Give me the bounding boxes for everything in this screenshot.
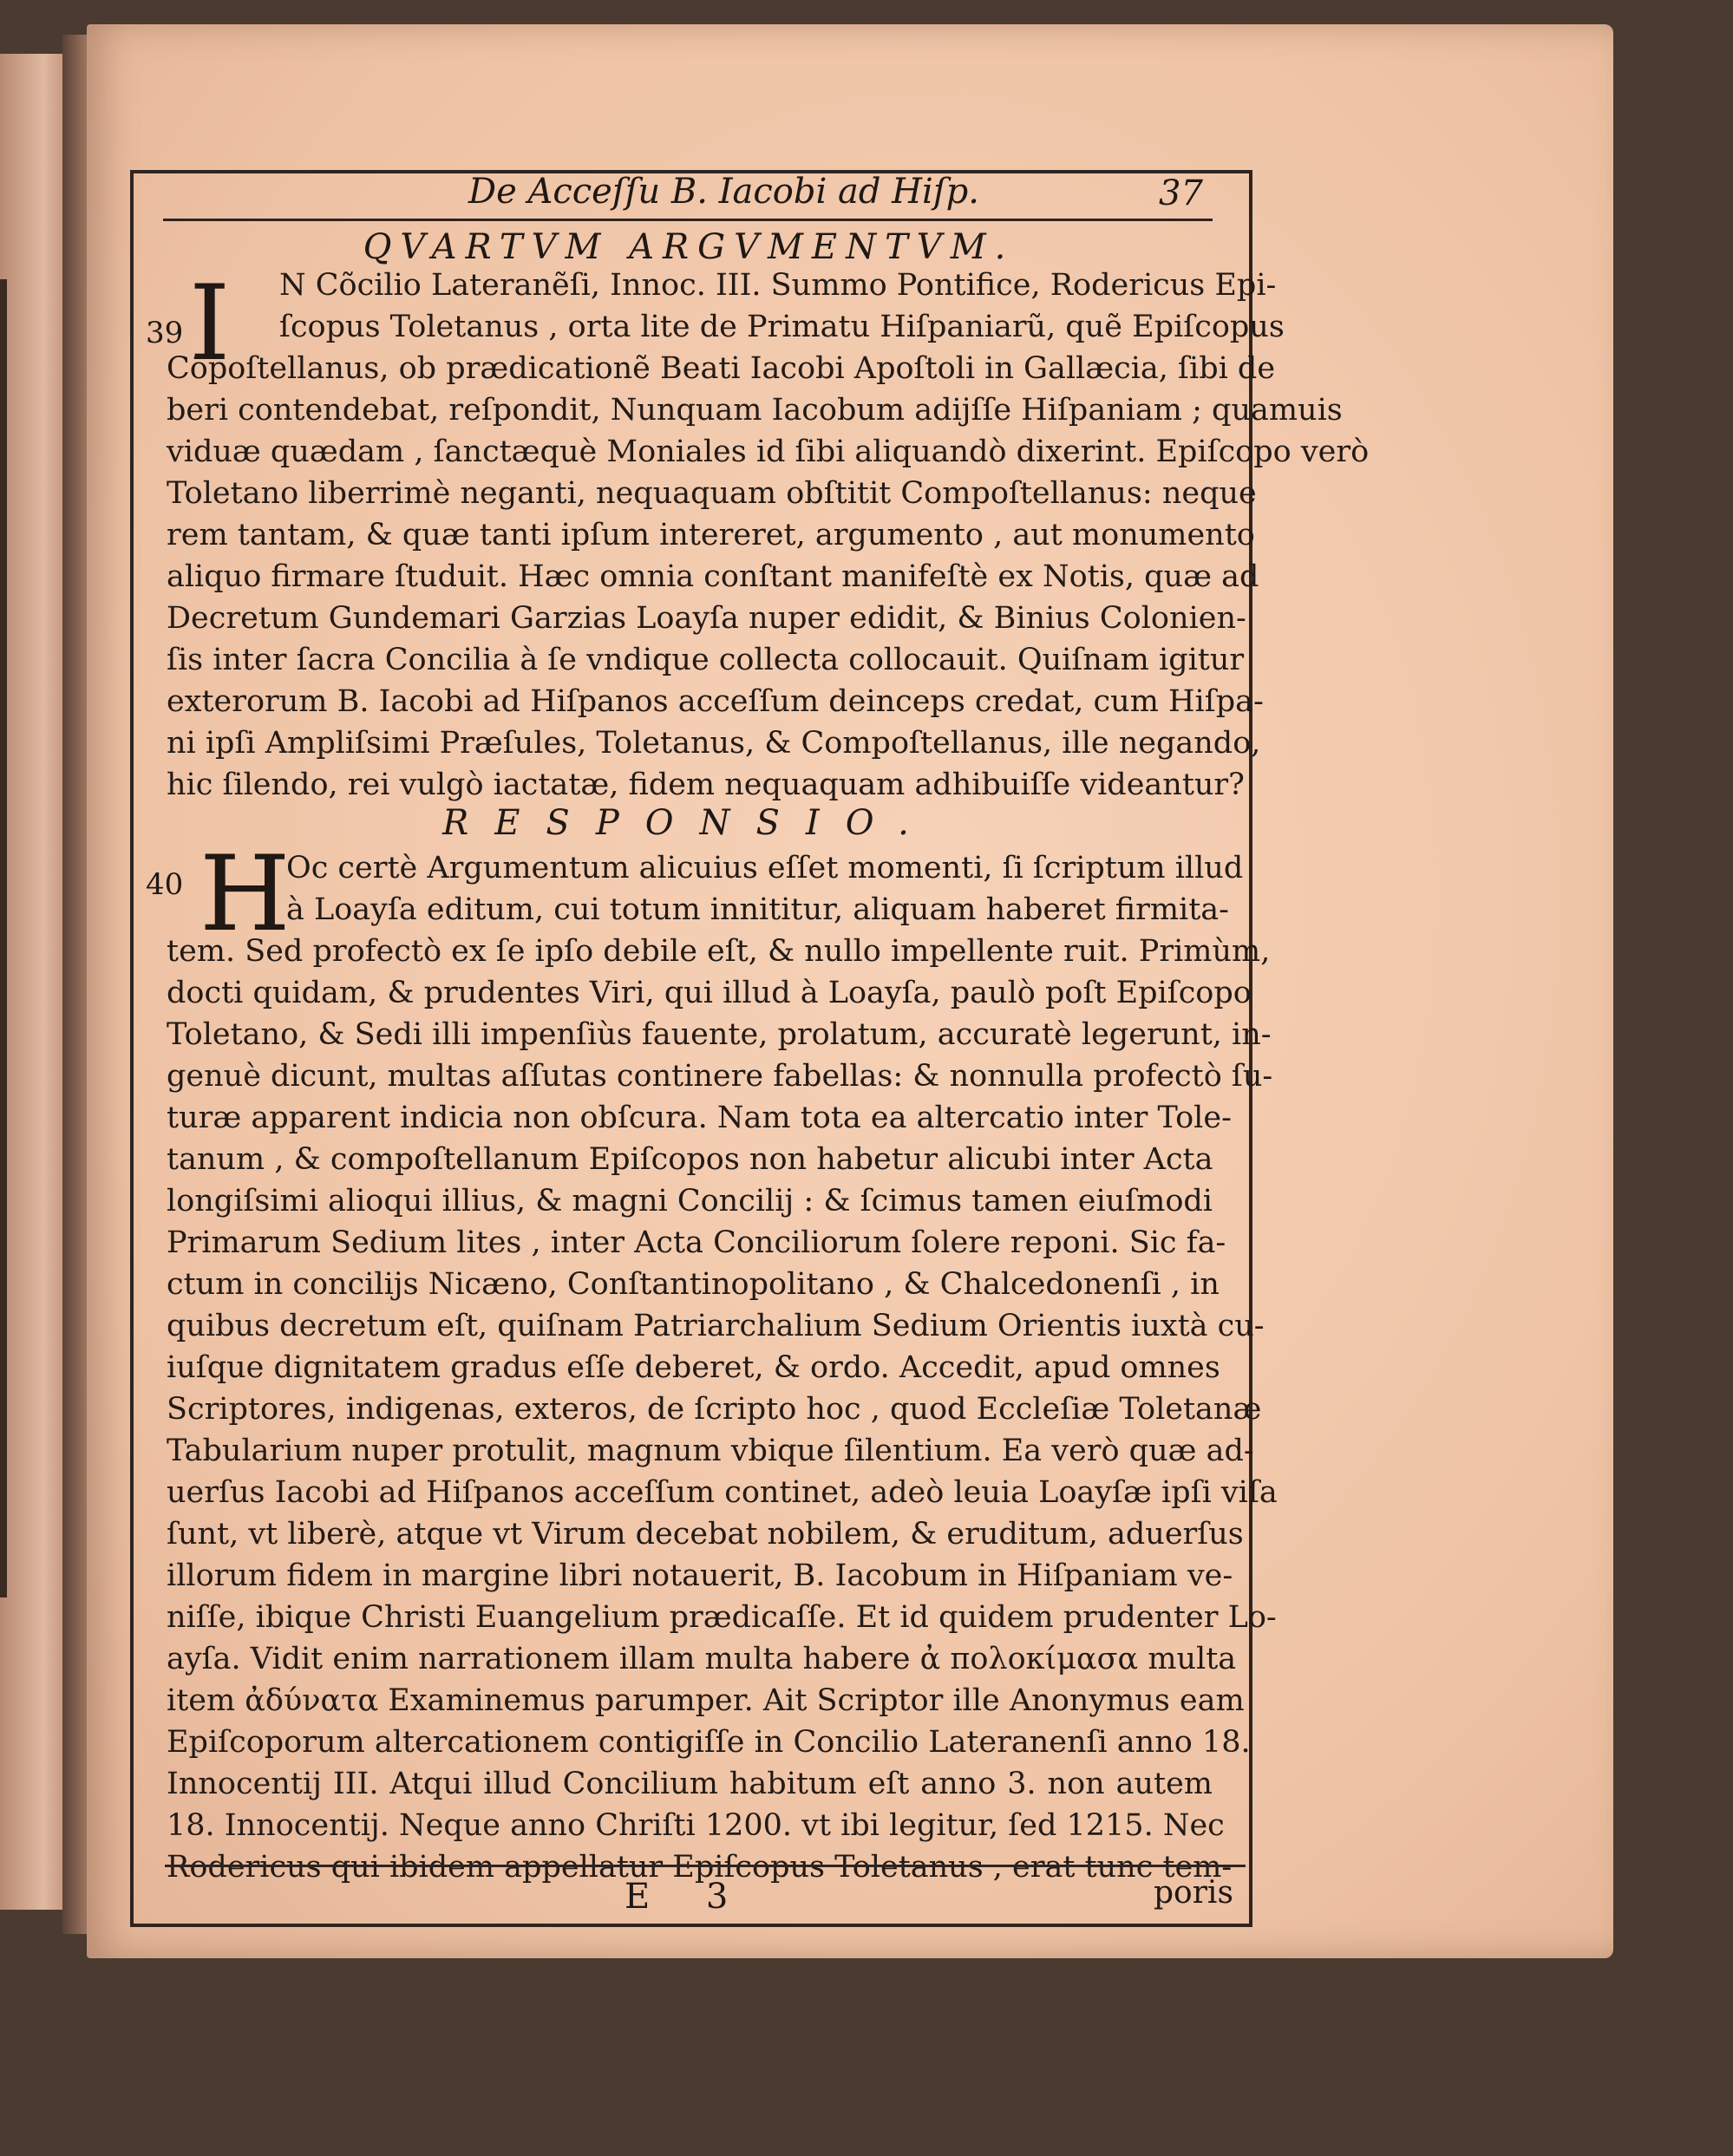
text-line: hic ſilendo, rei vulgò iactatæ, fidem nequaquam adhibuiſſe videantur?	[167, 768, 1245, 802]
text-line: ayſa. Vidit enim narrationem illam multa habere ἀ πολοκίμασα multa	[167, 1642, 1237, 1676]
signature-mark: E 3	[625, 1877, 751, 1917]
text-line: longiſsimi alioqui illius, & magni Concilij : & ſcimus tamen eiuſmodi	[167, 1184, 1213, 1218]
running-head: De Acceſſu B. Iacobi ad Hiſp.	[468, 172, 979, 212]
page-number: 37	[1159, 173, 1203, 213]
drop-cap-h: H	[199, 834, 291, 955]
text-line: Cõpoſtellanus, ob prædicationẽ Beati Iacobi Apoſtoli in Gallæcia, ſibi de	[167, 351, 1276, 386]
text-line: Rodericus qui ibidem appellatur Epiſcopus Toletanus , erat tunc tem-	[167, 1850, 1233, 1885]
text-line: uerſus Iacobi ad Hiſpanos acceſſum continet, adeò leuia Loayſæ ipſi viſa	[167, 1475, 1278, 1510]
text-line: illorum fidem in margine libri notauerit, B. Iacobum in Hiſpaniam ve-	[167, 1558, 1233, 1593]
text-line: N Cõcilio Lateranẽſi, Innoc. III. Summo Pontifice, Rodericus Epi-	[279, 268, 1277, 303]
text-line: genuè dicunt, multas aſſutas continere fabellas: & nonnulla profectò ſu-	[167, 1059, 1273, 1094]
text-line: ctum in concilijs Nicæno, Conſtantinopolitano , & Chalcedonenſi , in	[167, 1267, 1220, 1302]
margin-number-39: 39	[146, 316, 184, 350]
text-line: quibus decretum eſt, quiſnam Patriarchalium Sedium Orientis iuxtà cu-	[167, 1309, 1265, 1343]
text-line: Tabularium nuper protulit, magnum vbique ſilentium. Ea verò quæ ad-	[167, 1434, 1254, 1468]
text-line: à Loayſa editum, cui totum innititur, aliquam haberet firmita-	[286, 892, 1229, 927]
text-line: Innocentij III. Atqui illud Concilium habitum eſt anno 3. non autem	[167, 1767, 1213, 1801]
text-line: Scriptores, indigenas, exteros, de ſcripto hoc , quod Eccleſiæ Toletanæ	[167, 1392, 1262, 1427]
text-line: turæ apparent indicia non obſcura. Nam tota ea altercatio inter Tole-	[167, 1101, 1232, 1135]
text-line: Primarum Sedium lites , inter Acta Conciliorum ſolere reponi. Sic fa-	[167, 1225, 1226, 1260]
margin-number-40: 40	[146, 867, 184, 902]
left-page-edge	[0, 54, 65, 1910]
text-line: Epiſcoporum altercationem contigiſſe in Concilio Lateranenſi anno 18.	[167, 1725, 1251, 1760]
text-line: niſſe, ibique Christi Euangelium prædicaſſe. Et id quidem prudenter Lo-	[167, 1600, 1277, 1635]
header-rule	[163, 219, 1213, 221]
section-title-argument: QVARTVM ARGVMENTVM.	[363, 227, 1015, 267]
text-line: ni ipſi Ampliſsimi Præſules, Toletanus, & Compoſtellanus, ille negando,	[167, 726, 1261, 761]
background-surface	[0, 1958, 1733, 2156]
left-page-shadow	[0, 279, 7, 1597]
text-line: Toletano, & Sedi illi impenſiùs fauente, prolatum, accuratè legerunt, in-	[167, 1017, 1272, 1052]
text-line: tanum , & compoſtellanum Epiſcopos non habetur alicubi inter Acta	[167, 1142, 1213, 1177]
text-line: iuſque dignitatem gradus eſſe deberet, & ordo. Accedit, apud omnes	[167, 1350, 1220, 1385]
text-line: rem tantam, & quæ tanti ipſum intereret, argumento , aut monumento	[167, 518, 1255, 552]
text-line: tem. Sed profectò ex ſe ipſo debile eſt, & nullo impellente ruit. Primùm,	[167, 934, 1271, 969]
text-line: exterorum B. Iacobi ad Hiſpanos acceſſum deinceps credat, cum Hiſpa-	[167, 684, 1264, 719]
text-line: aliquo firmare ſtuduit. Hæc omnia conſtant manifeſtè ex Notis, quæ ad	[167, 559, 1259, 594]
text-line: 18. Innocentij. Neque anno Chriſti 1200. vt ibi legitur, ſed 1215. Nec	[167, 1808, 1225, 1843]
text-line: ſcopus Toletanus , orta lite de Primatu Hiſpaniarũ, quẽ Epiſcopus	[279, 310, 1285, 344]
text-line: Toletano liberrimè neganti, nequaquam obſtitit Compoſtellanus: neque	[167, 476, 1257, 511]
text-line: beri contendebat, reſpondit, Nunquam Iacobum adijſſe Hiſpaniam ; quamuis	[167, 393, 1343, 428]
text-line: viduæ quædam , ſanctæquè Moniales id ſibi aliquandò dixerint. Epiſcopo verò	[167, 434, 1370, 469]
section-title-response: RESPONSIO.	[442, 803, 935, 843]
text-line: Oc certè Argumentum alicuius eſſet momenti, ſi ſcriptum illud	[286, 851, 1244, 885]
text-line: item ἀδύνατα Examinemus parumper. Ait Scriptor ille Anonymus eam	[167, 1683, 1245, 1718]
text-line: docti quidam, & prudentes Viri, qui illud à Loayſa, paulò poſt Epiſcopo	[167, 976, 1252, 1010]
footer-rule	[165, 1865, 1246, 1867]
drop-cap-i: I	[189, 264, 231, 384]
text-line: ſunt, vt liberè, atque vt Virum decebat nobilem, & eruditum, aduerſus	[167, 1517, 1244, 1552]
text-line: ſis inter ſacra Concilia à ſe vndique collecta collocauit. Quiſnam igitur	[167, 643, 1245, 677]
text-line: Decretum Gundemari Garzias Loayſa nuper edidit, & Binius Colonien-	[167, 601, 1246, 636]
catchword: poris	[1154, 1875, 1233, 1911]
